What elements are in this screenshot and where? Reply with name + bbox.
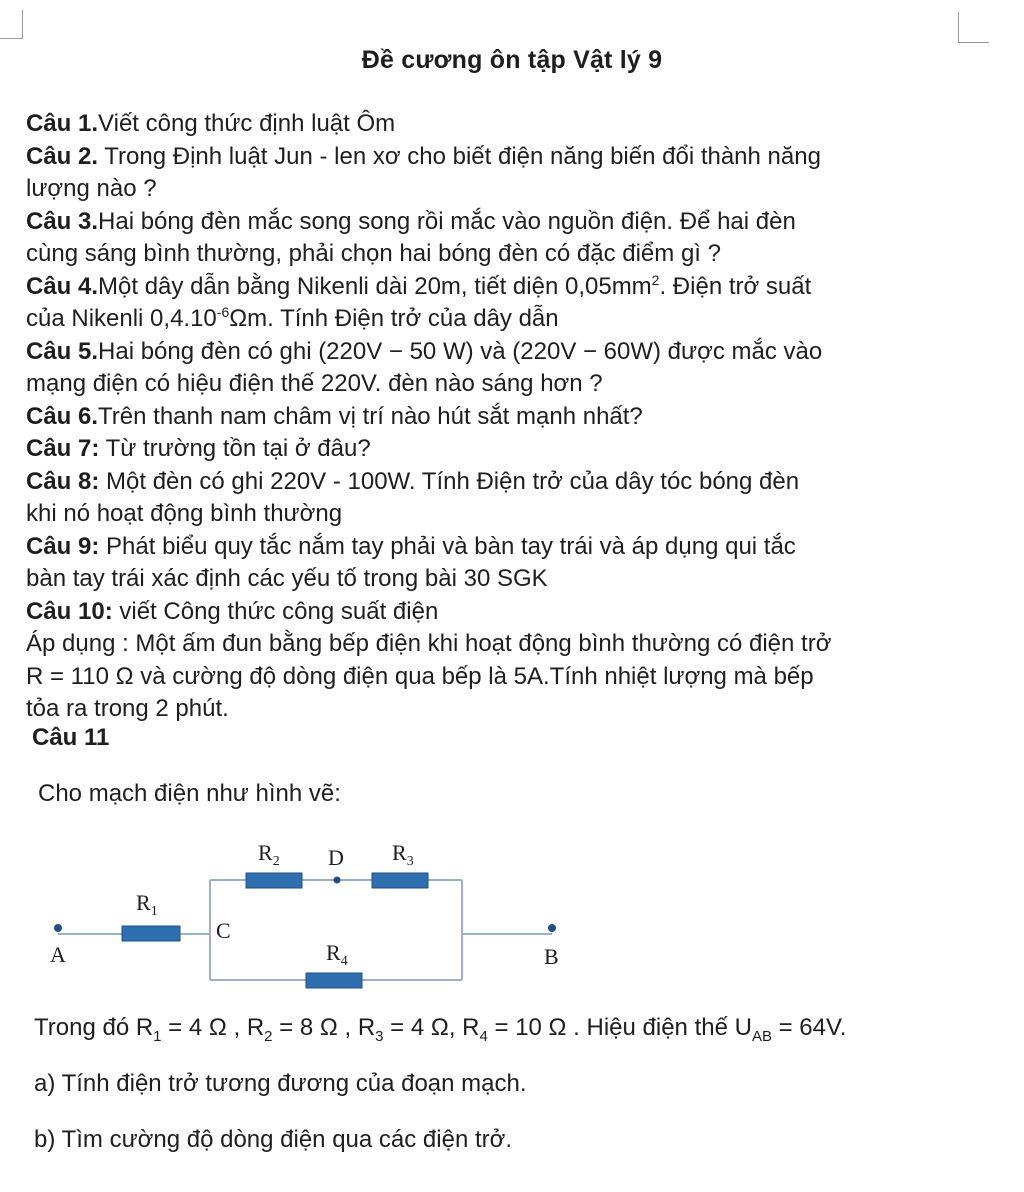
circuit-intro: Cho mạch điện như hình vẽ: bbox=[38, 780, 341, 807]
question-line bbox=[26, 368, 986, 401]
question-label: Câu 9: bbox=[26, 532, 100, 560]
question-text: Viết công thức định luật Ôm bbox=[98, 110, 396, 137]
resistor-r4 bbox=[306, 973, 362, 988]
label-r4: $R_4$ bbox=[326, 940, 348, 969]
superscript: -6 bbox=[216, 304, 230, 320]
question-text-after: Ωm. Tính Điện trở của dây dẫn bbox=[229, 305, 559, 332]
question-line bbox=[26, 498, 986, 531]
label-c: C bbox=[216, 918, 231, 943]
question-label: Câu 5. bbox=[26, 337, 99, 365]
question-label: Câu 7: bbox=[26, 435, 100, 462]
circuit-diagram bbox=[0, 830, 620, 1005]
question-text: lượng nào ? bbox=[26, 175, 157, 202]
question-text: mạng điện có hiệu điện thế 220V. đèn nào sáng hơn ? bbox=[26, 370, 603, 397]
question-line bbox=[26, 108, 986, 141]
question-text: viết Công thức công suất điện bbox=[112, 597, 439, 625]
question-text: Phát biểu quy tắc nắm tay phải và bàn tay trái và áp dụng qui tắc bbox=[99, 532, 796, 560]
question-text: khi nó hoạt động bình thường bbox=[26, 500, 343, 527]
question-text: Trong Định luật Jun - len xơ cho biết điện năng biến đổi thành năng bbox=[98, 142, 821, 170]
question-line bbox=[26, 303, 986, 336]
label-a: A bbox=[50, 942, 66, 967]
question-text: Một đèn có ghi 220V - 100W. Tính Điện trở của dây tóc bóng đèn bbox=[99, 467, 800, 495]
page-corner-top-left bbox=[0, 10, 23, 39]
question-line bbox=[26, 596, 986, 629]
part-a: a) Tính điện trở tương đương của đoạn mạch. bbox=[34, 1070, 527, 1097]
resistor-r3 bbox=[372, 873, 428, 888]
node-a bbox=[54, 924, 62, 932]
question-text: Hai bóng đèn mắc song song rồi mắc vào nguồn điện. Để hai đèn bbox=[98, 207, 796, 235]
question-list bbox=[26, 108, 986, 726]
question-line bbox=[26, 401, 986, 434]
question-line bbox=[26, 563, 986, 596]
document-title: Đề cương ôn tập Vật lý 9 bbox=[361, 46, 663, 74]
question-text-after: . Điện trở suất bbox=[659, 272, 812, 300]
resistor-r1 bbox=[122, 926, 180, 941]
given-values: Trong đó $R_1 = 4$ Ω , $R_2 = 8$ Ω , $R_3 = 4$ Ω, $R_4 = 10$ Ω . Hiệu điện thế $U_{AB} = 64V$. bbox=[34, 1014, 847, 1045]
question-label: Câu 4. bbox=[26, 272, 99, 300]
label-r3: $R_3$ bbox=[392, 840, 414, 869]
question-label: Câu 1. bbox=[26, 110, 99, 137]
question-text: tỏa ra trong 2 phút. bbox=[26, 695, 229, 722]
question-line bbox=[26, 661, 986, 694]
question-label: Câu 8: bbox=[26, 467, 100, 495]
question-line bbox=[26, 271, 986, 304]
resistor-r2 bbox=[246, 873, 302, 888]
node-b bbox=[548, 924, 556, 932]
question-line bbox=[26, 628, 986, 661]
question-line bbox=[26, 336, 986, 369]
question-line bbox=[26, 173, 986, 206]
question-line bbox=[26, 238, 986, 271]
label-r2: $R_2$ bbox=[258, 840, 280, 869]
question-text: Từ trường tồn tại ở đâu? bbox=[99, 435, 371, 462]
question-line bbox=[26, 206, 986, 239]
part-b: b) Tìm cường độ dòng điện qua các điện trở. bbox=[34, 1126, 513, 1153]
label-b: B bbox=[544, 944, 559, 969]
page-corner-top-right bbox=[958, 12, 989, 43]
question-text: Áp dụng : Một ấm đun bằng bếp điện khi hoạt động bình thường có điện trở bbox=[26, 630, 832, 657]
question-text: bàn tay trái xác định các yếu tố trong bài 30 SGK bbox=[26, 565, 548, 592]
question-text: Hai bóng đèn có ghi (220V − 50 W) và (220V − 60W) được mắc vào bbox=[98, 337, 823, 365]
question-label: Câu 3. bbox=[26, 207, 99, 235]
question-line bbox=[26, 141, 986, 174]
question-text: Trên thanh nam châm vị trí nào hút sắt mạnh nhất? bbox=[98, 402, 643, 430]
question-line bbox=[26, 433, 986, 466]
question-line bbox=[26, 466, 986, 499]
question-11-label: Câu 11 bbox=[32, 724, 110, 751]
label-d: D bbox=[328, 845, 344, 870]
question-line bbox=[26, 531, 986, 564]
question-text: R = 110 Ω và cường độ dòng điện qua bếp là 5A.Tính nhiệt lượng mà bếp bbox=[26, 662, 814, 690]
superscript: 2 bbox=[651, 271, 660, 288]
question-label: Câu 2. bbox=[26, 142, 99, 170]
question-text: cùng sáng bình thường, phải chọn hai bóng đèn có đặc điểm gì ? bbox=[26, 240, 721, 267]
question-text: của Nikenli 0,4.10 bbox=[26, 305, 217, 332]
label-r1: $R_1$ bbox=[136, 890, 158, 919]
question-line bbox=[26, 693, 986, 726]
question-label: Câu 6. bbox=[26, 402, 99, 430]
question-text: Một dây dẫn bằng Nikenli dài 20m, tiết diện 0,05mm bbox=[98, 272, 652, 300]
question-label: Câu 10: bbox=[26, 597, 113, 625]
node-d bbox=[334, 877, 341, 884]
